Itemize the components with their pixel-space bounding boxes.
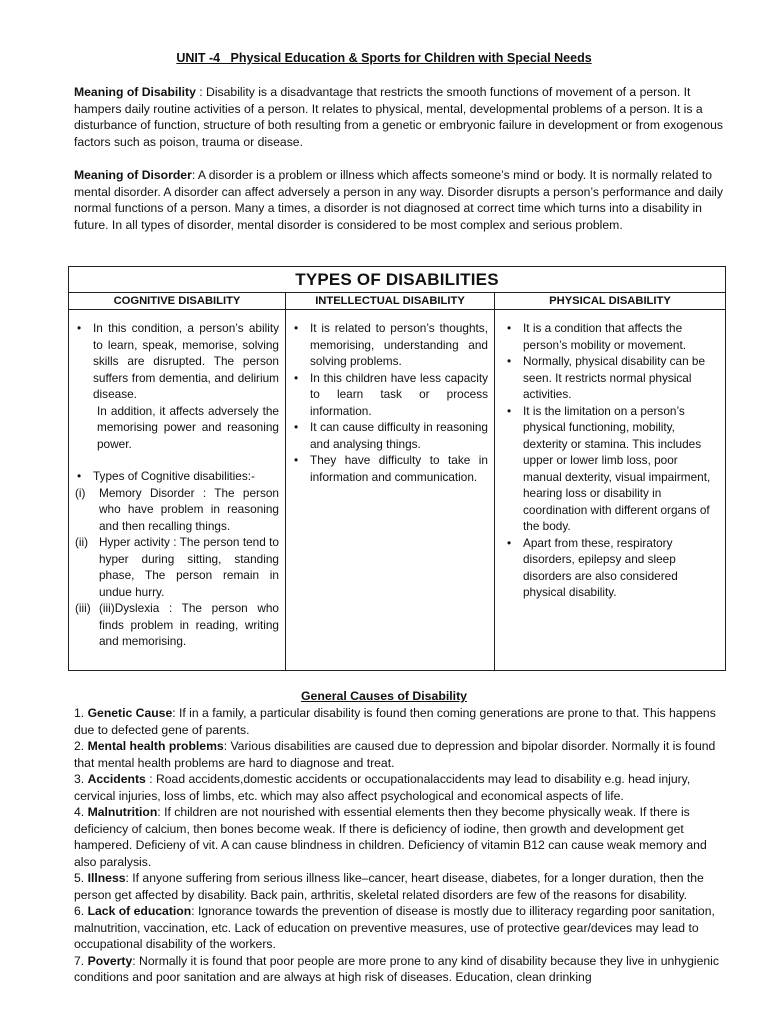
bullet-icon: • (294, 453, 299, 467)
cause-item: 4. Malnutrition: If children are not nourished with essential elements then they become physically weak. If there is deficiency of calcium, then bones become weak. If there is deficiency of iodine, then growth and development get hampered. Deficieny of vit. A can cause blindness in children. Deficiency of vitamin B12 can cause weak memory and also paralysis. (74, 805, 707, 869)
disability-definition: : Disability is a disadvantage that restricts the smooth functions of movement of a person. It hampers daily routine activities of a person. It relates to physical, mental, developmental problems of a person. It is a disturbance of function, structure of both resulting from a genetic or embryonic failure in development or from exogenous factors such as poison, trauma or disease. (74, 85, 723, 149)
bullet-icon: • (294, 321, 299, 335)
list-item: • Apart from these, respiratory disorders, epilepsy and sleep disorders are also considered physical disability. (507, 535, 678, 599)
causes-list (74, 705, 728, 986)
cognitive-note: In addition, it affects adversely the memorising power and reasoning power. (97, 403, 279, 451)
list-item: • They have difficulty to take in information and communication. (294, 453, 488, 484)
cognitive-column (69, 310, 286, 671)
bullet-icon: • (294, 370, 299, 385)
header-physical: PHYSICAL DISABILITY (495, 293, 726, 310)
list-item: • It is the limitation on a person’s physical functioning, mobility, dexterity or stamina. This includes upper or lower limb loss, poor manual dexterity, visual impairment, hearing loss or disability in coordination with different organs of the body. (507, 403, 711, 533)
list-item: • In this condition, a person’s ability to learn, speak, memorise, solving skills are disrupted. The person suffers from dementia, and delirium disease. (77, 321, 279, 401)
cause-item: 6. Lack of education: Ignorance towards the prevention of disease is mostly due to illiteracy regarding poor sanitation, malnutrition, vaccination, etc. Lack of education on preventive measures, use of protective gear/devices may lead to occupational disability of the workers. (74, 904, 715, 951)
header-intellectual: INTELLECTUAL DISABILITY (286, 293, 495, 310)
meaning-of-disorder-paragraph (74, 167, 728, 233)
sub-item: (iii) (iii)Dyslexia : The person who finds problem in reading, writing and memorising. (75, 601, 279, 648)
cause-item: 5. Illness: If anyone suffering from serious illness like–cancer, heart disease, diabetes, for a longer duration, then the person get affected by disability. Back pain, arthritis, skeletal related disorders are few of the reasons for disability. (74, 871, 704, 902)
list-item: • Types of Cognitive disabilities:- (77, 469, 255, 483)
sub-item: (ii) Hyper activity : The person tend to hyper during sitting, standing phase, The person remain in undue hurry. (75, 535, 279, 599)
bullet-icon: • (507, 321, 512, 335)
table-title: TYPES OF DISABILITIES (69, 267, 726, 293)
intellectual-column (286, 310, 495, 671)
cause-item: 2. Mental health problems: Various disabilities are caused due to depression and bipolar disorder. Normally it is found that mental health problems are hard to diagnose and treat. (74, 739, 716, 770)
list-item: • It is a condition that affects the person’s mobility or movement. (507, 321, 687, 352)
disability-term: Meaning of Disability (74, 85, 196, 99)
physical-column (495, 310, 726, 671)
unit-title: UNIT -4 Physical Education & Sports for Children with Special Needs (176, 51, 592, 65)
disorder-definition: : A disorder is a problem or illness which affects someone’s mind or body. It is normally related to mental disorder. A disorder can affect adversely a person in any way. Disorder disrupts a person’s performance and daily normal functions of a person. Many a times, a disorder is not diagnosed at correct time which turns into a disability in future. In all types of disorder, mental disorder is considered to be most complex and serious problem. (74, 168, 723, 232)
bullet-icon: • (507, 403, 512, 418)
list-item: • It is related to person’s thoughts, memorising, understanding and solving problems. (294, 321, 488, 368)
cause-item: 3. Accidents : Road accidents,domestic accidents or occupationalaccidents may lead to disability e.g. head injury, cervical injuries, loss of limbs, etc. which may also affect psychological and economical aspects of life. (74, 772, 691, 803)
cause-item: 1. Genetic Cause: If in a family, a particular disability is found then coming generations are prone to that. This happens due to defected gene of parents. (74, 706, 716, 737)
list-item: • In this children have less capacity to learn task or process information. (294, 370, 488, 418)
bullet-icon: • (507, 354, 512, 368)
bullet-icon: • (507, 535, 512, 550)
bullet-icon: • (77, 321, 82, 335)
header-cognitive: COGNITIVE DISABILITY (69, 293, 286, 310)
cause-item: 7. Poverty: Normally it is found that poor people are more prone to any kind of disability because they live in unhygienic conditions and poor sanitation and are always at high risk of diseases. Education, clean drinking (74, 953, 719, 984)
list-item: • Normally, physical disability can be seen. It restricts normal physical activities. (507, 354, 706, 401)
meaning-of-disability-paragraph (74, 84, 728, 150)
bullet-icon: • (77, 469, 82, 483)
types-of-disabilities-table (68, 266, 726, 671)
bullet-icon: • (294, 420, 299, 434)
sub-item: (i) Memory Disorder : The person who have problem in reasoning and then recalling things. (75, 485, 279, 533)
causes-title: General Causes of Disability (300, 689, 468, 703)
disorder-term: Meaning of Disorder (74, 168, 192, 182)
list-item: • It can cause difficulty in reasoning and analysing things. (294, 420, 488, 451)
